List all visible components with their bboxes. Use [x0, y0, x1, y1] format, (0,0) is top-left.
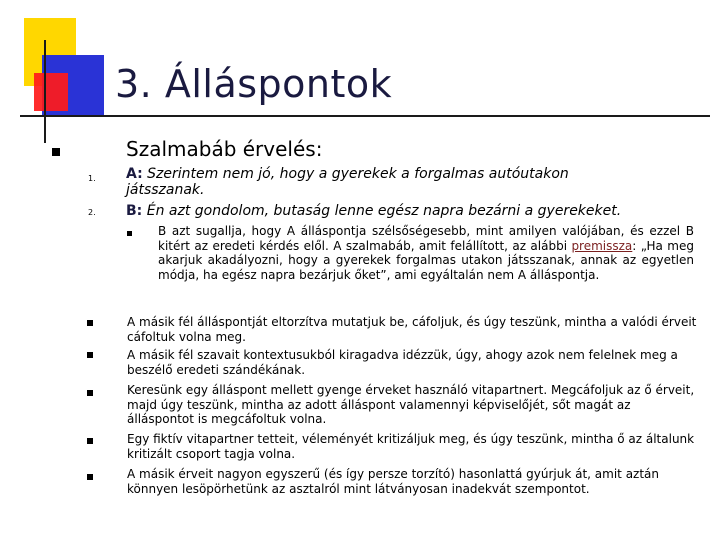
option-text: Én azt gondolom, butaság lenne egész napra bezárni a gyerekeket.	[146, 203, 622, 219]
list-item: A másik érveit nagyon egyszerű (és így persze torzító) hasonlattá gyúrjuk át, amit aztán könnyen lesöpörhetünk az asztalról mint látványosan inadekvát szempontot.	[127, 467, 660, 496]
bullet-icon	[127, 231, 132, 236]
option-label: A:	[126, 166, 143, 182]
note-text: B azt sugallja, hogy A álláspontja szélsőségesebb, mint amilyen valójában, és ezzel B kitért az eredeti kérdés elől. A szalmabáb, amit felállított, az alábbi	[158, 224, 694, 253]
title-vertical-line	[44, 40, 46, 143]
option-number: 1.	[88, 174, 96, 183]
slide-title: 3. Álláspontok	[115, 62, 393, 106]
option-b	[126, 203, 686, 219]
title-divider	[20, 115, 710, 117]
note-text-end: : „Ha meg akarjuk akadályozni, hogy a gyerekek forgalmas utakon játsszanak, annak az egyetlen módja, ha egész napra bezárjuk őket”, ami egyáltalán nem A álláspontja.	[158, 238, 694, 282]
list-item: A másik fél szavait kontextusukból kiragadva idézzük, úgy, ahogy azok nem felelnek meg a beszélő eredeti szándékának.	[127, 348, 678, 377]
option-number: 2.	[88, 208, 96, 217]
bullet-icon	[52, 148, 60, 156]
bullet-icon	[87, 390, 93, 396]
bullet-icon	[87, 352, 93, 358]
bullet-icon	[87, 320, 93, 326]
bullet-icon	[87, 474, 93, 480]
list-item: Egy fiktív vitapartner tetteit, véleményét kritizáljuk meg, és úgy teszünk, mintha ő az általunk kritizált csoport tagja volna.	[127, 432, 695, 461]
explanation-note	[158, 224, 694, 282]
bullet-icon	[87, 438, 93, 444]
logo-red-square	[34, 73, 68, 111]
section-heading: Szalmabáb érvelés:	[126, 137, 323, 161]
option-text-cont: játsszanak.	[126, 182, 205, 198]
premissza-link[interactable]: premissza	[571, 238, 633, 253]
list-item: A másik fél álláspontját eltorzítva mutatjuk be, cáfoljuk, és úgy teszünk, mintha a valódi érveit cáfoltuk volna meg.	[127, 315, 697, 344]
list-item: Keresünk egy álláspont mellett gyenge érveket használó vitapartnert. Megcáfoljuk az ő érveit, majd úgy teszünk, mintha az adott álláspont valamennyi képviselőjét, sőt magát az álláspontot is megcáfoltuk volna.	[127, 383, 695, 426]
option-a	[126, 166, 686, 198]
option-label: B:	[126, 203, 143, 219]
option-text: Szerintem nem jó, hogy a gyerekek a forgalmas autóutakon	[147, 166, 569, 182]
